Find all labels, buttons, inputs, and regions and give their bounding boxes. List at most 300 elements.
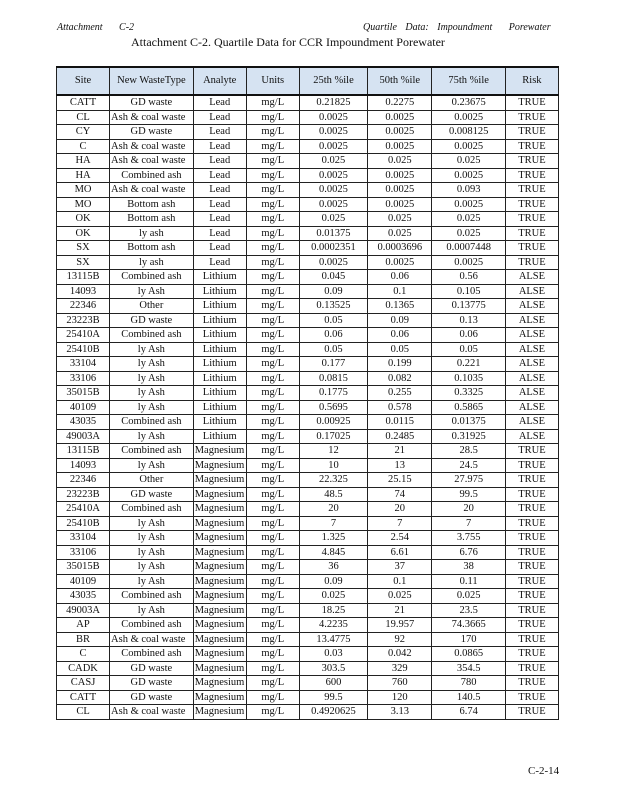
units-cell: mg/L — [246, 328, 299, 343]
units-cell: mg/L — [246, 444, 299, 459]
p75-cell: 0.025 — [432, 212, 505, 227]
table-row — [57, 545, 559, 560]
risk-cell: TRUE — [505, 473, 558, 488]
p75-cell: 0.06 — [432, 328, 505, 343]
waste-type-cell: Bottom ash — [110, 241, 194, 256]
p50-cell: 0.199 — [368, 357, 432, 372]
waste-type-cell: GD waste — [110, 690, 194, 705]
site-cell: 35015B — [57, 386, 110, 401]
p50-cell: 0.0025 — [368, 255, 432, 270]
analyte-cell: Lithium — [193, 342, 246, 357]
table-row — [57, 226, 559, 241]
p50-cell: 329 — [368, 661, 432, 676]
p75-cell: 140.5 — [432, 690, 505, 705]
waste-type-cell: Ash & coal waste — [110, 705, 194, 720]
table-row — [57, 371, 559, 386]
table-row — [57, 386, 559, 401]
p75-cell: 0.1035 — [432, 371, 505, 386]
site-cell: HA — [57, 168, 110, 183]
site-cell: 49003A — [57, 603, 110, 618]
p50-cell: 37 — [368, 560, 432, 575]
p75-cell: 0.093 — [432, 183, 505, 198]
p50-cell: 21 — [368, 444, 432, 459]
p75-cell: 780 — [432, 676, 505, 691]
p25-cell: 18.25 — [299, 603, 367, 618]
units-cell: mg/L — [246, 95, 299, 110]
p50-cell: 7 — [368, 516, 432, 531]
p75-cell: 0.0025 — [432, 139, 505, 154]
site-cell: 43035 — [57, 415, 110, 430]
p25-cell: 303.5 — [299, 661, 367, 676]
p50-cell: 0.2485 — [368, 429, 432, 444]
p25-cell: 20 — [299, 502, 367, 517]
p50-cell: 0.082 — [368, 371, 432, 386]
site-cell: 49003A — [57, 429, 110, 444]
risk-cell: ALSE — [505, 299, 558, 314]
site-cell: CL — [57, 705, 110, 720]
units-cell: mg/L — [246, 647, 299, 662]
units-cell: mg/L — [246, 473, 299, 488]
p75-cell: 0.13775 — [432, 299, 505, 314]
column-header-analyte: Analyte — [193, 67, 246, 95]
units-cell: mg/L — [246, 531, 299, 546]
p25-cell: 0.0025 — [299, 125, 367, 140]
site-cell: 33104 — [57, 531, 110, 546]
p25-cell: 0.03 — [299, 647, 367, 662]
p50-cell: 92 — [368, 632, 432, 647]
analyte-cell: Lithium — [193, 371, 246, 386]
analyte-cell: Magnesium — [194, 590, 245, 601]
site-cell: CATT — [57, 690, 110, 705]
p25-cell: 0.025 — [299, 154, 367, 169]
analyte-cell: Magnesium — [194, 619, 245, 630]
units-cell: mg/L — [246, 125, 299, 140]
units-cell: mg/L — [246, 589, 299, 604]
units-cell: mg/L — [246, 386, 299, 401]
table-row — [57, 676, 559, 691]
units-cell: mg/L — [246, 574, 299, 589]
table-row — [57, 110, 559, 125]
p75-cell: 99.5 — [432, 487, 505, 502]
site-cell: CY — [57, 125, 110, 140]
units-cell: mg/L — [246, 226, 299, 241]
column-header-25th-percentile: 25th %ile — [299, 67, 367, 95]
table-body — [57, 95, 559, 719]
p75-cell: 0.0025 — [432, 255, 505, 270]
analyte-cell: Lead — [193, 183, 246, 198]
risk-cell: TRUE — [505, 603, 558, 618]
p25-cell: 0.045 — [299, 270, 367, 285]
p50-cell: 13 — [368, 458, 432, 473]
p50-cell: 19.957 — [368, 618, 432, 633]
units-cell: mg/L — [246, 705, 299, 720]
column-header-units: Units — [246, 67, 299, 95]
table-row — [57, 429, 559, 444]
p25-cell: 0.0815 — [299, 371, 367, 386]
table-row — [57, 502, 559, 517]
p25-cell: 1.325 — [299, 531, 367, 546]
risk-cell: TRUE — [505, 632, 558, 647]
p25-cell: 0.05 — [299, 342, 367, 357]
p50-cell: 0.06 — [368, 328, 432, 343]
table-row — [57, 95, 559, 110]
table-row — [57, 516, 559, 531]
p50-cell: 20 — [368, 502, 432, 517]
quartile-data-table — [56, 66, 559, 720]
units-cell: mg/L — [246, 154, 299, 169]
header-subject-word: Porewater — [508, 22, 551, 33]
analyte-cell: Lithium — [193, 400, 246, 415]
site-cell: AP — [57, 618, 110, 633]
risk-cell: TRUE — [505, 444, 558, 459]
table-row — [57, 647, 559, 662]
risk-cell: ALSE — [505, 400, 558, 415]
p75-cell: 7 — [432, 516, 505, 531]
site-cell: MO — [57, 197, 110, 212]
units-cell: mg/L — [246, 429, 299, 444]
site-cell: HA — [57, 154, 110, 169]
waste-type-cell: Combined ash — [110, 415, 194, 430]
site-cell: 13115B — [57, 270, 110, 285]
attachment-label: Attachment — [57, 22, 103, 33]
p25-cell: 0.06 — [299, 328, 367, 343]
site-cell: 13115B — [57, 444, 110, 459]
waste-type-cell: ly Ash — [110, 357, 194, 372]
p50-cell: 0.2275 — [368, 95, 432, 110]
table-row — [57, 183, 559, 198]
waste-type-cell: Other — [110, 299, 194, 314]
p50-cell: 3.13 — [368, 705, 432, 720]
units-cell: mg/L — [246, 168, 299, 183]
p25-cell: 0.17025 — [299, 429, 367, 444]
p50-cell: 21 — [368, 603, 432, 618]
waste-type-cell: ly Ash — [110, 400, 194, 415]
site-cell: 35015B — [57, 560, 110, 575]
waste-type-cell: ly Ash — [110, 574, 194, 589]
site-cell: 22346 — [57, 473, 110, 488]
waste-type-cell: Other — [110, 473, 194, 488]
risk-cell: TRUE — [505, 255, 558, 270]
waste-type-cell: Ash & coal waste — [110, 632, 194, 647]
risk-cell: TRUE — [505, 705, 558, 720]
p50-cell: 0.578 — [368, 400, 432, 415]
p75-cell: 0.025 — [432, 154, 505, 169]
units-cell: mg/L — [246, 632, 299, 647]
waste-type-cell: ly Ash — [110, 516, 194, 531]
p50-cell: 0.0025 — [368, 139, 432, 154]
p50-cell: 0.05 — [368, 342, 432, 357]
p50-cell: 0.255 — [368, 386, 432, 401]
site-cell: 33104 — [57, 357, 110, 372]
units-cell: mg/L — [246, 690, 299, 705]
risk-cell: TRUE — [505, 197, 558, 212]
waste-type-cell: Combined ash — [110, 618, 194, 633]
waste-type-cell: Combined ash — [110, 328, 194, 343]
table-row — [57, 139, 559, 154]
table-header-row — [57, 67, 559, 95]
table-row — [57, 618, 559, 633]
risk-cell: TRUE — [505, 241, 558, 256]
p75-cell: 0.3325 — [432, 386, 505, 401]
p25-cell: 22.325 — [299, 473, 367, 488]
table-row — [57, 690, 559, 705]
analyte-cell: Magnesium — [194, 691, 245, 703]
risk-cell: TRUE — [505, 502, 558, 517]
site-cell: SX — [57, 241, 110, 256]
units-cell: mg/L — [246, 255, 299, 270]
p25-cell: 0.01375 — [299, 226, 367, 241]
units-cell: mg/L — [246, 212, 299, 227]
waste-type-cell: ly Ash — [110, 458, 194, 473]
analyte-cell: Lithium — [193, 386, 246, 401]
analyte-cell: Lead — [193, 241, 246, 256]
p75-cell: 3.755 — [432, 531, 505, 546]
table-row — [57, 197, 559, 212]
site-cell: MO — [57, 183, 110, 198]
analyte-cell: Magnesium — [194, 474, 245, 485]
p50-cell: 0.1365 — [368, 299, 432, 314]
p50-cell: 0.09 — [368, 313, 432, 328]
analyte-cell: Lead — [193, 255, 246, 270]
waste-type-cell: GD waste — [110, 95, 194, 110]
p25-cell: 4.845 — [299, 545, 367, 560]
units-cell: mg/L — [246, 661, 299, 676]
p75-cell: 0.008125 — [432, 125, 505, 140]
site-cell: C — [57, 647, 110, 662]
table-row — [57, 328, 559, 343]
p25-cell: 0.09 — [299, 284, 367, 299]
waste-type-cell: Ash & coal waste — [110, 110, 194, 125]
units-cell: mg/L — [246, 270, 299, 285]
table-row — [57, 342, 559, 357]
units-cell: mg/L — [246, 458, 299, 473]
analyte-cell: Magnesium — [194, 575, 245, 587]
table-row — [57, 487, 559, 502]
units-cell: mg/L — [246, 110, 299, 125]
risk-cell: TRUE — [505, 110, 558, 125]
site-cell: 23223B — [57, 487, 110, 502]
site-cell: 40109 — [57, 400, 110, 415]
waste-type-cell: ly ash — [110, 226, 194, 241]
risk-cell: TRUE — [505, 661, 558, 676]
waste-type-cell: Combined ash — [110, 502, 194, 517]
units-cell: mg/L — [246, 299, 299, 314]
risk-cell: TRUE — [505, 589, 558, 604]
p25-cell: 0.025 — [299, 212, 367, 227]
risk-cell: ALSE — [505, 429, 558, 444]
waste-type-cell: GD waste — [110, 313, 194, 328]
p75-cell: 0.05 — [432, 342, 505, 357]
p50-cell: 0.0025 — [368, 168, 432, 183]
p25-cell: 0.177 — [299, 357, 367, 372]
analyte-cell: Magnesium — [194, 604, 245, 616]
p50-cell: 0.1 — [368, 284, 432, 299]
p75-cell: 0.31925 — [432, 429, 505, 444]
waste-type-cell: GD waste — [110, 676, 194, 691]
running-header-right — [363, 22, 551, 33]
p25-cell: 0.00925 — [299, 415, 367, 430]
waste-type-cell: Ash & coal waste — [110, 139, 194, 154]
p25-cell: 10 — [299, 458, 367, 473]
running-header-left — [57, 22, 134, 33]
units-cell: mg/L — [246, 241, 299, 256]
risk-cell: TRUE — [505, 618, 558, 633]
p75-cell: 0.13 — [432, 313, 505, 328]
header-subject-word: Data: — [405, 22, 429, 33]
risk-cell: TRUE — [505, 531, 558, 546]
analyte-cell: Magnesium — [194, 648, 245, 659]
p75-cell: 0.5865 — [432, 400, 505, 415]
units-cell: mg/L — [246, 487, 299, 502]
p50-cell: 0.06 — [368, 270, 432, 285]
column-header-75th-percentile: 75th %ile — [432, 67, 505, 95]
units-cell: mg/L — [246, 618, 299, 633]
site-cell: 43035 — [57, 589, 110, 604]
waste-type-cell: ly Ash — [110, 342, 194, 357]
document-title: Attachment C-2. Quartile Data for CCR Impoundment Porewater — [131, 35, 445, 49]
column-header-50th-percentile: 50th %ile — [368, 67, 432, 95]
page-number: C-2-14 — [528, 765, 560, 777]
table-row — [57, 705, 559, 720]
p25-cell: 0.0025 — [299, 139, 367, 154]
analyte-cell: Magnesium — [194, 662, 245, 674]
column-header-risk: Risk — [505, 67, 558, 95]
units-cell: mg/L — [246, 197, 299, 212]
p25-cell: 36 — [299, 560, 367, 575]
risk-cell: ALSE — [505, 284, 558, 299]
table-row — [57, 125, 559, 140]
p25-cell: 0.0025 — [299, 183, 367, 198]
table-row — [57, 458, 559, 473]
site-cell: CADK — [57, 661, 110, 676]
units-cell: mg/L — [246, 545, 299, 560]
site-cell: OK — [57, 212, 110, 227]
risk-cell: TRUE — [505, 139, 558, 154]
waste-type-cell: Combined ash — [110, 168, 194, 183]
analyte-cell: Magnesium — [194, 517, 245, 529]
p50-cell: 0.1 — [368, 574, 432, 589]
site-cell: 14093 — [57, 458, 110, 473]
analyte-cell: Lithium — [193, 415, 246, 430]
risk-cell: TRUE — [505, 458, 558, 473]
p50-cell: 0.0025 — [368, 110, 432, 125]
p25-cell: 0.0025 — [299, 197, 367, 212]
site-cell: 22346 — [57, 299, 110, 314]
p75-cell: 0.0025 — [432, 197, 505, 212]
units-cell: mg/L — [246, 676, 299, 691]
analyte-cell: Lithium — [193, 357, 246, 372]
analyte-cell: Lead — [193, 226, 246, 241]
analyte-cell: Lead — [193, 197, 246, 212]
site-cell: 25410A — [57, 502, 110, 517]
p50-cell: 6.61 — [368, 545, 432, 560]
p50-cell: 0.025 — [368, 226, 432, 241]
units-cell: mg/L — [246, 415, 299, 430]
risk-cell: TRUE — [505, 226, 558, 241]
analyte-cell: Magnesium — [194, 532, 245, 543]
table-row — [57, 255, 559, 270]
p75-cell: 6.74 — [432, 705, 505, 720]
analyte-cell: Magnesium — [194, 706, 245, 717]
analyte-cell: Lead — [193, 125, 246, 140]
p25-cell: 0.09 — [299, 574, 367, 589]
analyte-cell: Lithium — [193, 328, 246, 343]
analyte-cell: Lead — [193, 110, 246, 125]
site-cell: 25410B — [57, 516, 110, 531]
p75-cell: 0.105 — [432, 284, 505, 299]
analyte-cell: Magnesium — [194, 459, 245, 471]
p50-cell: 0.0003696 — [368, 241, 432, 256]
site-cell: 40109 — [57, 574, 110, 589]
table-row — [57, 241, 559, 256]
p50-cell: 0.0025 — [368, 125, 432, 140]
risk-cell: ALSE — [505, 415, 558, 430]
waste-type-cell: ly Ash — [110, 531, 194, 546]
units-cell: mg/L — [246, 371, 299, 386]
analyte-cell: Lithium — [193, 299, 246, 314]
p25-cell: 0.13525 — [299, 299, 367, 314]
site-cell: 33106 — [57, 545, 110, 560]
p25-cell: 0.05 — [299, 313, 367, 328]
risk-cell: TRUE — [505, 212, 558, 227]
p75-cell: 23.5 — [432, 603, 505, 618]
waste-type-cell: ly Ash — [110, 386, 194, 401]
p75-cell: 0.0025 — [432, 110, 505, 125]
p25-cell: 4.2235 — [299, 618, 367, 633]
site-cell: CASJ — [57, 676, 110, 691]
units-cell: mg/L — [246, 516, 299, 531]
risk-cell: TRUE — [505, 487, 558, 502]
p25-cell: 0.5695 — [299, 400, 367, 415]
table-row — [57, 589, 559, 604]
waste-type-cell: GD waste — [110, 125, 194, 140]
table-row — [57, 415, 559, 430]
risk-cell: ALSE — [505, 328, 558, 343]
p25-cell: 600 — [299, 676, 367, 691]
analyte-cell: Lithium — [193, 429, 246, 444]
p50-cell: 760 — [368, 676, 432, 691]
p25-cell: 0.0025 — [299, 255, 367, 270]
analyte-cell: Magnesium — [194, 561, 245, 572]
p50-cell: 0.0025 — [368, 183, 432, 198]
p50-cell: 74 — [368, 487, 432, 502]
analyte-cell: Magnesium — [194, 503, 245, 514]
table-row — [57, 632, 559, 647]
site-cell: BR — [57, 632, 110, 647]
table-row — [57, 313, 559, 328]
waste-type-cell: Combined ash — [110, 647, 194, 662]
p25-cell: 48.5 — [299, 487, 367, 502]
analyte-cell: Magnesium — [194, 488, 245, 500]
table-row — [57, 603, 559, 618]
p75-cell: 0.025 — [432, 226, 505, 241]
p75-cell: 0.01375 — [432, 415, 505, 430]
risk-cell: TRUE — [505, 676, 558, 691]
waste-type-cell: Ash & coal waste — [110, 154, 194, 169]
p50-cell: 0.025 — [368, 154, 432, 169]
site-cell: 25410A — [57, 328, 110, 343]
site-cell: SX — [57, 255, 110, 270]
analyte-cell: Lead — [193, 168, 246, 183]
analyte-cell: Lithium — [193, 270, 246, 285]
table-row — [57, 444, 559, 459]
units-cell: mg/L — [246, 284, 299, 299]
analyte-cell: Magnesium — [194, 677, 245, 688]
attachment-id: C-2 — [119, 22, 135, 33]
analyte-cell: Lithium — [193, 284, 246, 299]
p75-cell: 0.0865 — [432, 647, 505, 662]
site-cell: 14093 — [57, 284, 110, 299]
